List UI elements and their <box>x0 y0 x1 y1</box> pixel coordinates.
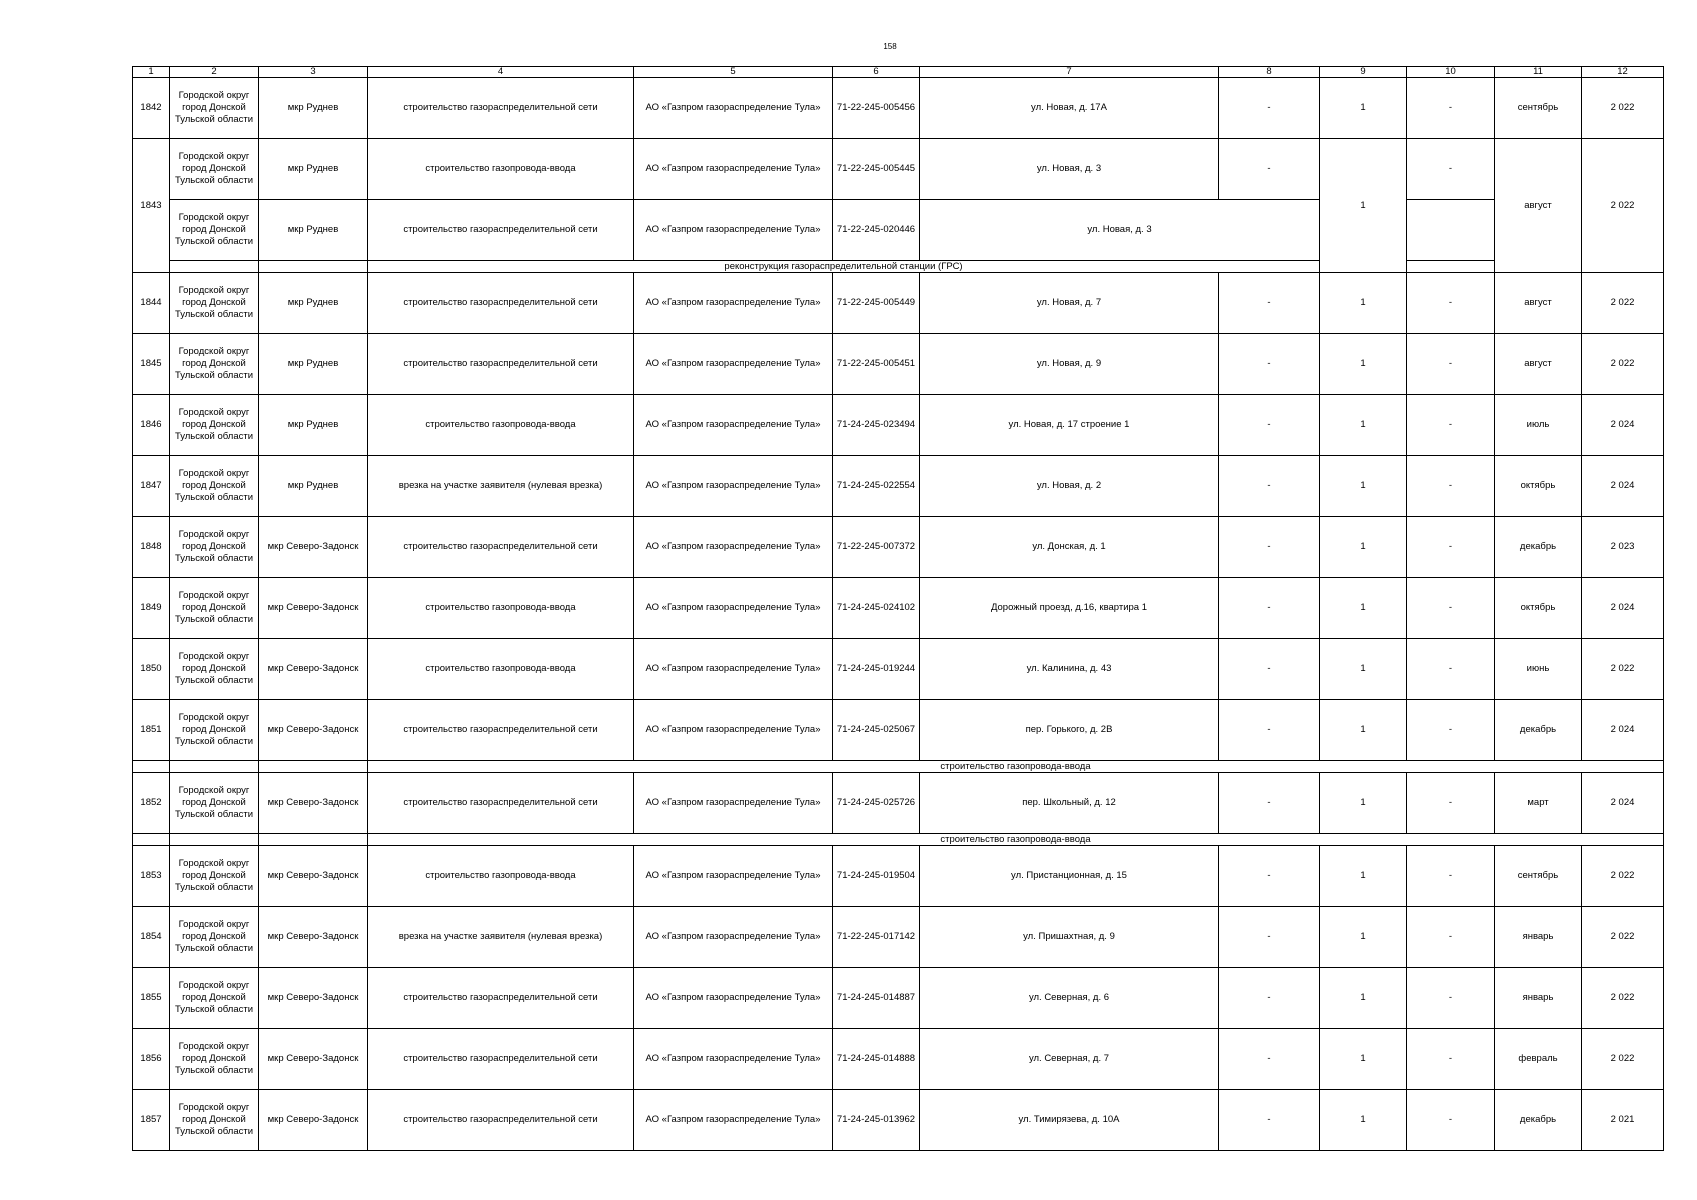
col10-cell: - <box>1407 578 1495 639</box>
municipality-cell: Городской округ город Донской Тульской области <box>170 334 259 395</box>
col9-cell: 1 <box>1320 78 1407 139</box>
year-cell: 2 024 <box>1582 456 1664 517</box>
organization-cell: АО «Газпром газораспределение Тула» <box>634 517 833 578</box>
year-cell: 2 022 <box>1582 1029 1664 1090</box>
col9-cell: 1 <box>1320 700 1407 761</box>
month-cell: октябрь <box>1495 578 1582 639</box>
district-cell: мкр Северо-Задонск <box>259 517 368 578</box>
municipality-cell: Городской округ город Донской Тульской области <box>170 846 259 907</box>
code-cell: 71-22-245-007372 <box>833 517 920 578</box>
month-cell: февраль <box>1495 1029 1582 1090</box>
organization-cell: АО «Газпром газораспределение Тула» <box>634 273 833 334</box>
table-row <box>133 1029 1664 1090</box>
table-row <box>133 578 1664 639</box>
code-cell: 71-24-245-023494 <box>833 395 920 456</box>
row-number: 1849 <box>133 578 170 639</box>
address-cell: ул. Новая, д. 3 <box>920 200 1320 261</box>
col8-cell: - <box>1219 456 1320 517</box>
note-row <box>133 261 1664 273</box>
column-header: 6 <box>833 67 920 78</box>
col9-cell: 1 <box>1320 1029 1407 1090</box>
address-cell: ул. Донская, д. 1 <box>920 517 1219 578</box>
work-type-cell: строительство газопровода-ввода <box>368 139 634 200</box>
municipality-cell: Городской округ город Донской Тульской области <box>170 139 259 200</box>
col9-cell: 1 <box>1320 334 1407 395</box>
code-cell: 71-22-245-005451 <box>833 334 920 395</box>
column-header: 5 <box>634 67 833 78</box>
note-text: строительство газопровода-ввода <box>368 761 1664 773</box>
page-number: 158 <box>883 42 897 51</box>
note-text: реконструкция газораспределительной станции (ГРС) <box>368 261 1320 273</box>
empty-cell <box>1407 261 1495 273</box>
district-cell: мкр Руднев <box>259 78 368 139</box>
organization-cell: АО «Газпром газораспределение Тула» <box>634 968 833 1029</box>
table-row <box>133 968 1664 1029</box>
municipality-cell: Городской округ город Донской Тульской области <box>170 200 259 261</box>
municipality-cell: Городской округ город Донской Тульской области <box>170 517 259 578</box>
col8-cell: - <box>1219 517 1320 578</box>
column-header: 8 <box>1219 67 1320 78</box>
col10-cell: - <box>1407 907 1495 968</box>
municipality-cell: Городской округ город Донской Тульской области <box>170 273 259 334</box>
work-type-cell: врезка на участке заявителя (нулевая врезка) <box>368 907 634 968</box>
municipality-cell: Городской округ город Донской Тульской области <box>170 1029 259 1090</box>
year-cell: 2 024 <box>1582 773 1664 834</box>
table-row <box>133 273 1664 334</box>
municipality-cell: Городской округ город Донской Тульской области <box>170 773 259 834</box>
col8-cell: - <box>1219 907 1320 968</box>
month-cell: март <box>1495 773 1582 834</box>
district-cell: мкр Северо-Задонск <box>259 846 368 907</box>
empty-cell <box>170 834 259 846</box>
empty-cell <box>170 761 259 773</box>
district-cell: мкр Северо-Задонск <box>259 773 368 834</box>
col10-cell: - <box>1407 517 1495 578</box>
month-cell: июль <box>1495 395 1582 456</box>
district-cell: мкр Северо-Задонск <box>259 907 368 968</box>
address-cell: ул. Новая, д. 2 <box>920 456 1219 517</box>
work-type-cell: строительство газораспределительной сети <box>368 334 634 395</box>
district-cell: мкр Северо-Задонск <box>259 968 368 1029</box>
col10-cell: - <box>1407 639 1495 700</box>
district-cell: мкр Руднев <box>259 456 368 517</box>
address-cell: ул. Северная, д. 7 <box>920 1029 1219 1090</box>
code-cell: 71-24-245-019244 <box>833 639 920 700</box>
district-cell: мкр Северо-Задонск <box>259 578 368 639</box>
col8-cell: - <box>1219 773 1320 834</box>
month-cell: август <box>1495 334 1582 395</box>
column-header: 1 <box>133 67 170 78</box>
work-type-cell: строительство газопровода-ввода <box>368 639 634 700</box>
year-cell: 2 024 <box>1582 700 1664 761</box>
col9-cell: 1 <box>1320 273 1407 334</box>
address-cell: ул. Пристанционная, д. 15 <box>920 846 1219 907</box>
col8-cell: - <box>1219 846 1320 907</box>
gasification-schedule-table <box>132 66 1664 1151</box>
table-row <box>133 139 1664 200</box>
column-header: 4 <box>368 67 634 78</box>
year-cell: 2 022 <box>1582 639 1664 700</box>
col10-cell: - <box>1407 78 1495 139</box>
empty-cell <box>259 834 368 846</box>
municipality-cell: Городской округ город Донской Тульской области <box>170 1090 259 1151</box>
organization-cell: АО «Газпром газораспределение Тула» <box>634 200 833 261</box>
col8-cell: - <box>1219 334 1320 395</box>
code-cell: 71-24-245-019504 <box>833 846 920 907</box>
table-row <box>133 639 1664 700</box>
note-text: строительство газопровода-ввода <box>368 834 1664 846</box>
code-cell: 71-22-245-005449 <box>833 273 920 334</box>
address-cell: пер. Горького, д. 2В <box>920 700 1219 761</box>
row-number: 1856 <box>133 1029 170 1090</box>
col9-cell: 1 <box>1320 773 1407 834</box>
year-cell: 2 022 <box>1582 846 1664 907</box>
work-type-cell: строительство газораспределительной сети <box>368 517 634 578</box>
column-header: 10 <box>1407 67 1495 78</box>
row-number: 1842 <box>133 78 170 139</box>
col10-cell <box>1407 200 1495 261</box>
organization-cell: АО «Газпром газораспределение Тула» <box>634 846 833 907</box>
year-cell: 2 022 <box>1582 78 1664 139</box>
organization-cell: АО «Газпром газораспределение Тула» <box>634 773 833 834</box>
district-cell: мкр Руднев <box>259 139 368 200</box>
col9-cell: 1 <box>1320 578 1407 639</box>
organization-cell: АО «Газпром газораспределение Тула» <box>634 639 833 700</box>
organization-cell: АО «Газпром газораспределение Тула» <box>634 395 833 456</box>
table-row <box>133 1090 1664 1151</box>
row-number: 1850 <box>133 639 170 700</box>
col8-cell: - <box>1219 78 1320 139</box>
year-cell: 2 021 <box>1582 1090 1664 1151</box>
work-type-cell: строительство газопровода-ввода <box>368 395 634 456</box>
code-cell: 71-22-245-005445 <box>833 139 920 200</box>
col9-cell: 1 <box>1320 639 1407 700</box>
organization-cell: АО «Газпром газораспределение Тула» <box>634 1090 833 1151</box>
table-row <box>133 334 1664 395</box>
col8-cell: - <box>1219 1090 1320 1151</box>
year-cell: 2 022 <box>1582 907 1664 968</box>
work-type-cell: строительство газораспределительной сети <box>368 78 634 139</box>
empty-cell <box>170 261 259 273</box>
col10-cell: - <box>1407 773 1495 834</box>
month-cell: сентябрь <box>1495 78 1582 139</box>
row-number: 1851 <box>133 700 170 761</box>
column-number-header <box>133 67 1664 78</box>
col9-cell: 1 <box>1320 846 1407 907</box>
code-cell: 71-22-245-020446 <box>833 200 920 261</box>
note-row <box>133 761 1664 773</box>
municipality-cell: Городской округ город Донской Тульской области <box>170 700 259 761</box>
col10-cell: - <box>1407 700 1495 761</box>
municipality-cell: Городской округ город Донской Тульской области <box>170 639 259 700</box>
col9-cell: 1 <box>1320 456 1407 517</box>
col8-cell: - <box>1219 395 1320 456</box>
organization-cell: АО «Газпром газораспределение Тула» <box>634 456 833 517</box>
row-number: 1855 <box>133 968 170 1029</box>
column-header: 2 <box>170 67 259 78</box>
work-type-cell: строительство газораспределительной сети <box>368 1090 634 1151</box>
district-cell: мкр Северо-Задонск <box>259 700 368 761</box>
year-cell: 2 022 <box>1582 968 1664 1029</box>
row-number: 1853 <box>133 846 170 907</box>
row-number: 1843 <box>133 139 170 273</box>
col10-cell: - <box>1407 1090 1495 1151</box>
code-cell: 71-22-245-017142 <box>833 907 920 968</box>
work-type-cell: строительство газораспределительной сети <box>368 200 634 261</box>
organization-cell: АО «Газпром газораспределение Тула» <box>634 1029 833 1090</box>
address-cell: пер. Школьный, д. 12 <box>920 773 1219 834</box>
row-number: 1846 <box>133 395 170 456</box>
col9-cell: 1 <box>1320 907 1407 968</box>
district-cell: мкр Руднев <box>259 334 368 395</box>
col10-cell: - <box>1407 334 1495 395</box>
col10-cell: - <box>1407 456 1495 517</box>
municipality-cell: Городской округ город Донской Тульской области <box>170 456 259 517</box>
month-cell: декабрь <box>1495 700 1582 761</box>
col8-cell: - <box>1219 700 1320 761</box>
table-row <box>133 700 1664 761</box>
month-cell: октябрь <box>1495 456 1582 517</box>
column-header: 11 <box>1495 67 1582 78</box>
address-cell: ул. Пришахтная, д. 9 <box>920 907 1219 968</box>
col8-cell: - <box>1219 639 1320 700</box>
empty-cell <box>133 761 170 773</box>
table-row <box>133 200 1664 261</box>
municipality-cell: Городской округ город Донской Тульской области <box>170 78 259 139</box>
municipality-cell: Городской округ город Донской Тульской области <box>170 578 259 639</box>
district-cell: мкр Северо-Задонск <box>259 639 368 700</box>
column-header: 12 <box>1582 67 1664 78</box>
municipality-cell: Городской округ город Донской Тульской области <box>170 395 259 456</box>
row-number: 1857 <box>133 1090 170 1151</box>
table-row <box>133 517 1664 578</box>
month-cell: август <box>1495 139 1582 273</box>
address-cell: ул. Северная, д. 6 <box>920 968 1219 1029</box>
month-cell: декабрь <box>1495 1090 1582 1151</box>
col10-cell: - <box>1407 395 1495 456</box>
organization-cell: АО «Газпром газораспределение Тула» <box>634 334 833 395</box>
col10-cell: - <box>1407 139 1495 200</box>
col10-cell: - <box>1407 968 1495 1029</box>
organization-cell: АО «Газпром газораспределение Тула» <box>634 78 833 139</box>
code-cell: 71-24-245-013962 <box>833 1090 920 1151</box>
code-cell: 71-24-245-014887 <box>833 968 920 1029</box>
empty-cell <box>259 261 368 273</box>
month-cell: декабрь <box>1495 517 1582 578</box>
table-row <box>133 456 1664 517</box>
empty-cell <box>133 834 170 846</box>
work-type-cell: строительство газораспределительной сети <box>368 1029 634 1090</box>
address-cell: ул. Тимирязева, д. 10А <box>920 1090 1219 1151</box>
row-number: 1847 <box>133 456 170 517</box>
year-cell: 2 022 <box>1582 139 1664 273</box>
work-type-cell: строительство газораспределительной сети <box>368 968 634 1029</box>
row-number: 1848 <box>133 517 170 578</box>
address-cell: Дорожный проезд, д.16, квартира 1 <box>920 578 1219 639</box>
table-row <box>133 395 1664 456</box>
col10-cell: - <box>1407 273 1495 334</box>
column-header: 3 <box>259 67 368 78</box>
col8-cell: - <box>1219 273 1320 334</box>
work-type-cell: строительство газораспределительной сети <box>368 700 634 761</box>
col9-cell: 1 <box>1320 395 1407 456</box>
address-cell: ул. Новая, д. 17 строение 1 <box>920 395 1219 456</box>
address-cell: ул. Новая, д. 3 <box>920 139 1219 200</box>
row-number: 1845 <box>133 334 170 395</box>
code-cell: 71-22-245-005456 <box>833 78 920 139</box>
address-cell: ул. Новая, д. 7 <box>920 273 1219 334</box>
month-cell: август <box>1495 273 1582 334</box>
municipality-cell: Городской округ город Донской Тульской области <box>170 907 259 968</box>
empty-cell <box>259 761 368 773</box>
row-number: 1844 <box>133 273 170 334</box>
col10-cell: - <box>1407 1029 1495 1090</box>
work-type-cell: строительство газопровода-ввода <box>368 846 634 907</box>
year-cell: 2 022 <box>1582 273 1664 334</box>
address-cell: ул. Новая, д. 17А <box>920 78 1219 139</box>
col8-cell: - <box>1219 578 1320 639</box>
col9-cell: 1 <box>1320 517 1407 578</box>
work-type-cell: строительство газораспределительной сети <box>368 273 634 334</box>
year-cell: 2 024 <box>1582 395 1664 456</box>
column-header: 7 <box>920 67 1219 78</box>
month-cell: июнь <box>1495 639 1582 700</box>
year-cell: 2 024 <box>1582 578 1664 639</box>
col9-cell: 1 <box>1320 968 1407 1029</box>
organization-cell: АО «Газпром газораспределение Тула» <box>634 578 833 639</box>
address-cell: ул. Новая, д. 9 <box>920 334 1219 395</box>
table-row <box>133 773 1664 834</box>
col8-cell: - <box>1219 1029 1320 1090</box>
code-cell: 71-24-245-022554 <box>833 456 920 517</box>
organization-cell: АО «Газпром газораспределение Тула» <box>634 907 833 968</box>
organization-cell: АО «Газпром газораспределение Тула» <box>634 700 833 761</box>
year-cell: 2 023 <box>1582 517 1664 578</box>
code-cell: 71-24-245-014888 <box>833 1029 920 1090</box>
row-number: 1852 <box>133 773 170 834</box>
code-cell: 71-24-245-025726 <box>833 773 920 834</box>
work-type-cell: строительство газопровода-ввода <box>368 578 634 639</box>
table-row <box>133 907 1664 968</box>
district-cell: мкр Северо-Задонск <box>259 1090 368 1151</box>
month-cell: январь <box>1495 968 1582 1029</box>
col10-cell: - <box>1407 846 1495 907</box>
year-cell: 2 022 <box>1582 334 1664 395</box>
municipality-cell: Городской округ город Донской Тульской области <box>170 968 259 1029</box>
district-cell: мкр Северо-Задонск <box>259 1029 368 1090</box>
work-type-cell: врезка на участке заявителя (нулевая врезка) <box>368 456 634 517</box>
district-cell: мкр Руднев <box>259 200 368 261</box>
col8-cell: - <box>1219 139 1320 200</box>
district-cell: мкр Руднев <box>259 273 368 334</box>
code-cell: 71-24-245-024102 <box>833 578 920 639</box>
code-cell: 71-24-245-025067 <box>833 700 920 761</box>
col9-cell: 1 <box>1320 1090 1407 1151</box>
organization-cell: АО «Газпром газораспределение Тула» <box>634 139 833 200</box>
row-number: 1854 <box>133 907 170 968</box>
month-cell: январь <box>1495 907 1582 968</box>
col9-cell: 1 <box>1320 139 1407 273</box>
district-cell: мкр Руднев <box>259 395 368 456</box>
work-type-cell: строительство газораспределительной сети <box>368 773 634 834</box>
note-row <box>133 834 1664 846</box>
table-row <box>133 846 1664 907</box>
address-cell: ул. Калинина, д. 43 <box>920 639 1219 700</box>
col8-cell: - <box>1219 968 1320 1029</box>
column-header: 9 <box>1320 67 1407 78</box>
table-row <box>133 78 1664 139</box>
month-cell: сентябрь <box>1495 846 1582 907</box>
